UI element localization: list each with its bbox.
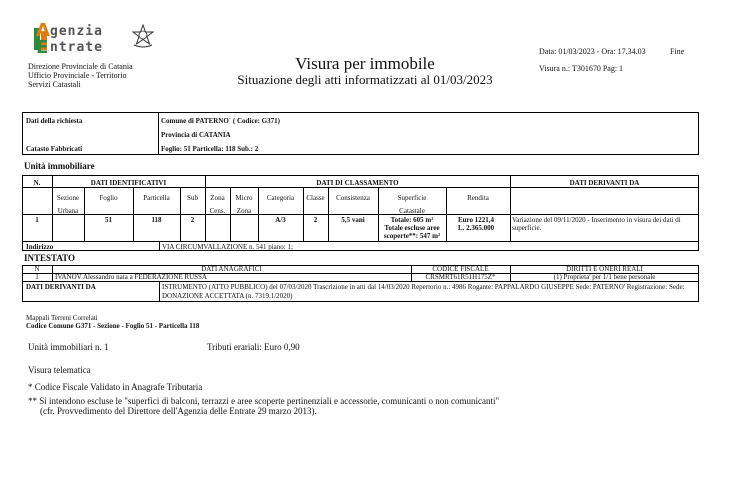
h-classe: Classe	[306, 194, 325, 202]
intestato-diritti: (1) Proprieta' per 1/1 bene personale	[553, 273, 656, 281]
logo-letter-a: A	[36, 20, 50, 41]
h-catastale: Catastale	[399, 207, 425, 215]
row-categoria: A/3	[275, 216, 286, 224]
tributi: Tributi erariali: Euro 0,90	[207, 342, 300, 352]
row-superficie-3: scoperte**: 547 m²	[383, 232, 441, 240]
agenzia-entrate-logo	[28, 22, 168, 62]
indirizzo: VIA CIRCUMVALLAZIONE n. 541 piano: 1;	[162, 243, 293, 251]
office-line: Servizi Catastali	[28, 80, 81, 89]
group-identificativi: DATI IDENTIFICATIVI	[90, 179, 167, 187]
group-classamento: DATI DI CLASSAMENTO	[316, 179, 399, 187]
request-label: Dati della richiesta	[26, 117, 83, 125]
row-superficie-1: Totale: 605 m²	[390, 216, 434, 224]
row-n: 1	[35, 216, 39, 224]
h-foglio: Foglio	[99, 194, 118, 202]
row-rendita-1: Euro 1221,4	[458, 216, 495, 224]
h-rendita: Rendita	[467, 194, 489, 202]
visura-telematica: Visura telematica	[28, 365, 91, 375]
visura-number: Visura n.: T301670 Pag: 1	[539, 64, 624, 73]
col-n: N.	[33, 179, 41, 187]
intestato-derivanti-2: DONAZIONE ACCETTATA (n. 7319.1/2020)	[162, 292, 293, 300]
note-superfici: ** Si intendono escluse le "superfici di balconi, terrazzi e aree scoperte pertinenziali e accessorie, comunicanti o non comunicanti"	[28, 396, 500, 406]
h-micro-zona: Zona	[236, 207, 252, 215]
foglio-particella: Foglio: 51 Particella: 118 Sub.: 2	[161, 145, 259, 153]
intestato-codice-fiscale: CRSMRT61R51H175Z*	[425, 273, 496, 281]
intestato-derivanti-label: DATI DERIVANTI DA	[26, 283, 96, 291]
intestato-nome: IVANOV Alessandro nata a FEDERAZIONE RUSSA	[55, 273, 207, 281]
mappali-title: Mappali Terreni Correlati	[26, 314, 98, 322]
row-sub: 2	[190, 216, 195, 224]
intestato-title: INTESTATO	[24, 253, 76, 263]
row-consistenza: 5,5 vani	[341, 216, 365, 224]
h-diritti: DIRITTI E ONERI REALI	[566, 265, 643, 273]
h-sezione: Sezione	[56, 194, 80, 202]
provincia: Provincia di CATANIA	[161, 131, 231, 139]
h-cens: Cens.	[209, 207, 226, 215]
republic-emblem-icon	[132, 24, 154, 48]
h-urbana: Urbana	[57, 207, 79, 215]
row-classe: 2	[313, 216, 318, 224]
note-codice-fiscale: * Codice Fiscale Validato in Anagrafe Tributaria	[28, 382, 203, 392]
request-box	[22, 112, 699, 155]
row-superficie-2: Totale escluse aree	[384, 224, 440, 232]
h-superficie: Superficie	[397, 194, 427, 202]
page-subtitle: Situazione degli atti informatizzati al 01/03/2023	[237, 72, 493, 87]
h-intestato-n: N	[34, 265, 40, 273]
h-categoria: Categoria	[266, 194, 295, 202]
unita-count: Unità immobiliari n. 1	[28, 342, 109, 352]
h-particella: Particella	[143, 194, 170, 202]
row-particella: 118	[151, 216, 162, 224]
row-foglio: 51	[105, 216, 112, 224]
logo-letter-e: E	[36, 37, 49, 58]
visura-date: Data: 01/03/2023 - Ora: 17.34.03	[539, 47, 646, 56]
page-title: Visura per immobile	[295, 54, 435, 73]
row-rendita-2: L. 2.365.000	[458, 224, 495, 232]
h-micro: Micro	[235, 194, 253, 202]
h-dati-anagrafici: DATI ANAGRAFICI	[201, 265, 262, 273]
logo-text-ntrate: ntrate	[50, 40, 103, 55]
office-line: Direzione Provinciale di Catania	[28, 62, 133, 71]
group-derivanti: DATI DERIVANTI DA	[569, 179, 640, 187]
comune: Comune di PATERNO` ( Codice: G371)	[161, 117, 280, 125]
h-sub: Sub	[187, 194, 198, 202]
note-provvedimento: (cfr. Provvedimento del Direttore dell'Agenzia delle Entrate 29 marzo 2013).	[40, 406, 317, 416]
intestato-n: 1	[35, 273, 39, 281]
catasto-label: Catasto Fabbricati	[26, 145, 83, 153]
mappali-detail: Codice Comune G371 - Sezione - Foglio 51 - Particella 118	[26, 322, 200, 330]
intestato-derivanti-1: ISTRUMENTO (ATTO PUBBLICO) del 07/03/2020 Trascrizione in atti dal 14/03/2020 Repertorio n.: 4986 Rogante: PAPPALARDO GIUSEPPE Sede: PATERNO' Registrazione: Sede:	[162, 283, 685, 291]
unita-title: Unità immobiliare	[24, 161, 95, 171]
h-zona: Zona	[210, 194, 225, 202]
indirizzo-label: Indirizzo	[26, 243, 54, 251]
h-consistenza: Consistenza	[336, 194, 370, 202]
logo-text-genzia: genzia	[50, 24, 103, 39]
office-line: Ufficio Provinciale - Territorio	[28, 71, 127, 80]
h-codice-fiscale: CODICE FISCALE	[432, 265, 489, 273]
row-derivanti: Variazione del 09/11/2020 - Inserimento in visura dei dati di superficie.	[512, 216, 681, 232]
office-name	[28, 62, 133, 89]
fine-label: Fine	[670, 47, 685, 56]
